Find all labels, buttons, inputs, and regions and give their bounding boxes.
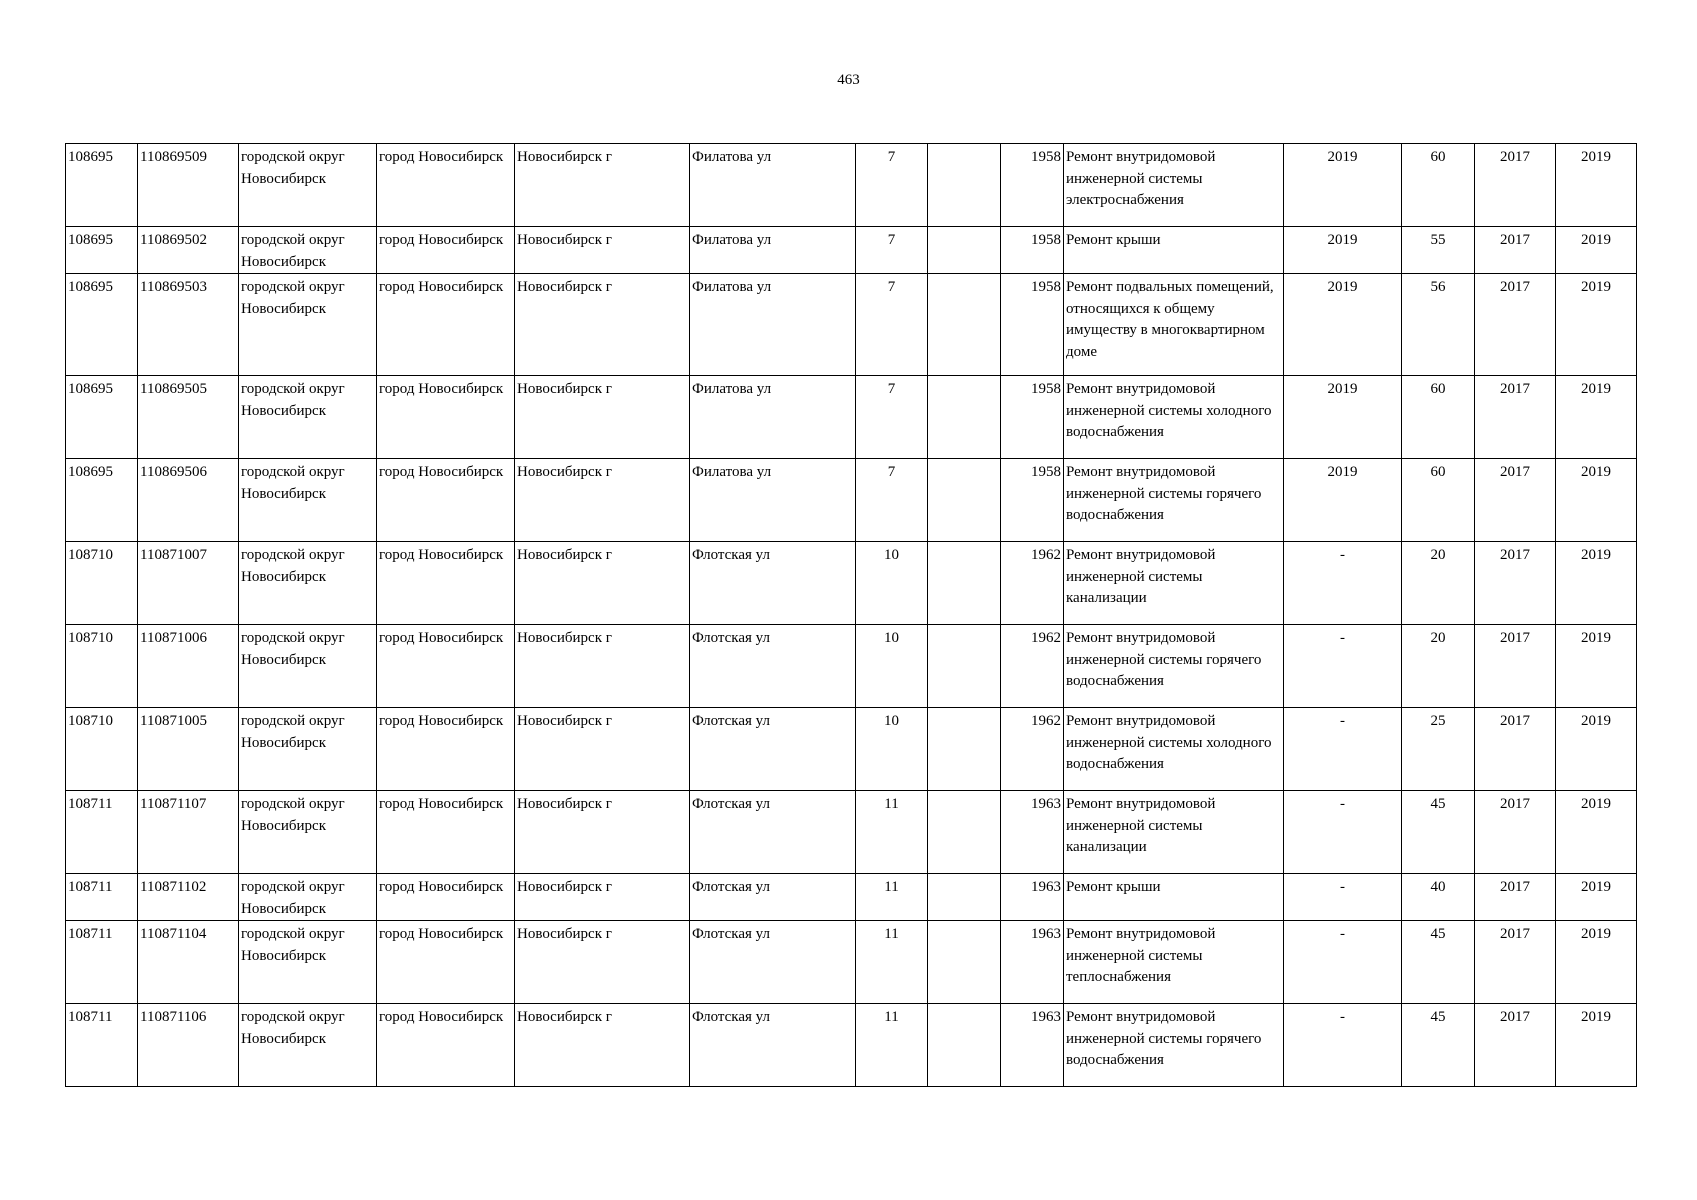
cell-building bbox=[928, 874, 1001, 921]
cell-settlement: город Новосибирск bbox=[377, 791, 515, 874]
table-row bbox=[66, 542, 1637, 625]
cell-settlement: город Новосибирск bbox=[377, 1004, 515, 1087]
table-row bbox=[66, 459, 1637, 542]
cell-last-repair: 2019 bbox=[1284, 144, 1402, 227]
cell-wear: 45 bbox=[1402, 1004, 1475, 1087]
cell-plan-to: 2019 bbox=[1556, 921, 1637, 1004]
cell-house: 11 bbox=[856, 1004, 928, 1087]
cell-building bbox=[928, 625, 1001, 708]
cell-house: 11 bbox=[856, 921, 928, 1004]
cell-plan-to: 2019 bbox=[1556, 144, 1637, 227]
table-row bbox=[66, 227, 1637, 274]
cell-last-repair: 2019 bbox=[1284, 274, 1402, 376]
cell-building bbox=[928, 542, 1001, 625]
cell-work-type: Ремонт внутридомовой инженерной системы канализации bbox=[1064, 542, 1284, 625]
cell-year-built: 1958 bbox=[1001, 227, 1064, 274]
cell-work-type: Ремонт внутридомовой инженерной системы электроснабжения bbox=[1064, 144, 1284, 227]
cell-plan-to: 2019 bbox=[1556, 791, 1637, 874]
cell-plan-from: 2017 bbox=[1475, 227, 1556, 274]
cell-plan-to: 2019 bbox=[1556, 625, 1637, 708]
cell-settlement: город Новосибирск bbox=[377, 274, 515, 376]
cell-district: городской округ Новосибирск bbox=[239, 376, 377, 459]
table-row bbox=[66, 874, 1637, 921]
cell-code: 110871007 bbox=[138, 542, 239, 625]
cell-wear: 45 bbox=[1402, 921, 1475, 1004]
cell-street: Флотская ул bbox=[690, 625, 856, 708]
table-row bbox=[66, 144, 1637, 227]
cell-plan-from: 2017 bbox=[1475, 921, 1556, 1004]
cell-district: городской округ Новосибирск bbox=[239, 625, 377, 708]
cell-plan-from: 2017 bbox=[1475, 1004, 1556, 1087]
cell-street: Филатова ул bbox=[690, 274, 856, 376]
cell-settlement: город Новосибирск bbox=[377, 459, 515, 542]
table-row bbox=[66, 921, 1637, 1004]
table-row bbox=[66, 625, 1637, 708]
cell-street: Флотская ул bbox=[690, 708, 856, 791]
cell-settlement: город Новосибирск bbox=[377, 542, 515, 625]
cell-code: 110869503 bbox=[138, 274, 239, 376]
cell-id: 108711 bbox=[66, 921, 138, 1004]
cell-year-built: 1962 bbox=[1001, 708, 1064, 791]
cell-building bbox=[928, 227, 1001, 274]
cell-last-repair: 2019 bbox=[1284, 227, 1402, 274]
repair-register-table bbox=[65, 143, 1637, 1087]
cell-plan-to: 2019 bbox=[1556, 874, 1637, 921]
cell-year-built: 1963 bbox=[1001, 921, 1064, 1004]
cell-work-type: Ремонт внутридомовой инженерной системы горячего водоснабжения bbox=[1064, 625, 1284, 708]
cell-house: 11 bbox=[856, 874, 928, 921]
cell-plan-to: 2019 bbox=[1556, 274, 1637, 376]
cell-work-type: Ремонт внутридомовой инженерной системы канализации bbox=[1064, 791, 1284, 874]
cell-code: 110871006 bbox=[138, 625, 239, 708]
cell-code: 110871106 bbox=[138, 1004, 239, 1087]
cell-code: 110869509 bbox=[138, 144, 239, 227]
cell-code: 110871107 bbox=[138, 791, 239, 874]
cell-plan-to: 2019 bbox=[1556, 1004, 1637, 1087]
cell-work-type: Ремонт внутридомовой инженерной системы горячего водоснабжения bbox=[1064, 459, 1284, 542]
cell-district: городской округ Новосибирск bbox=[239, 921, 377, 1004]
cell-plan-from: 2017 bbox=[1475, 791, 1556, 874]
cell-building bbox=[928, 921, 1001, 1004]
cell-house: 7 bbox=[856, 144, 928, 227]
cell-wear: 60 bbox=[1402, 376, 1475, 459]
cell-locality: Новосибирск г bbox=[515, 921, 690, 1004]
cell-building bbox=[928, 274, 1001, 376]
cell-year-built: 1958 bbox=[1001, 274, 1064, 376]
cell-last-repair: - bbox=[1284, 708, 1402, 791]
cell-street: Флотская ул bbox=[690, 874, 856, 921]
cell-work-type: Ремонт внутридомовой инженерной системы холодного водоснабжения bbox=[1064, 376, 1284, 459]
cell-wear: 55 bbox=[1402, 227, 1475, 274]
cell-settlement: город Новосибирск bbox=[377, 921, 515, 1004]
cell-district: городской округ Новосибирск bbox=[239, 144, 377, 227]
cell-locality: Новосибирск г bbox=[515, 542, 690, 625]
cell-locality: Новосибирск г bbox=[515, 144, 690, 227]
table-row bbox=[66, 791, 1637, 874]
cell-building bbox=[928, 1004, 1001, 1087]
cell-building bbox=[928, 459, 1001, 542]
cell-district: городской округ Новосибирск bbox=[239, 791, 377, 874]
cell-plan-to: 2019 bbox=[1556, 542, 1637, 625]
cell-street: Флотская ул bbox=[690, 1004, 856, 1087]
cell-wear: 25 bbox=[1402, 708, 1475, 791]
cell-plan-to: 2019 bbox=[1556, 459, 1637, 542]
table-row bbox=[66, 376, 1637, 459]
cell-building bbox=[928, 376, 1001, 459]
cell-district: городской округ Новосибирск bbox=[239, 708, 377, 791]
cell-wear: 60 bbox=[1402, 144, 1475, 227]
cell-year-built: 1958 bbox=[1001, 459, 1064, 542]
cell-plan-from: 2017 bbox=[1475, 274, 1556, 376]
cell-work-type: Ремонт внутридомовой инженерной системы горячего водоснабжения bbox=[1064, 1004, 1284, 1087]
cell-plan-from: 2017 bbox=[1475, 144, 1556, 227]
cell-plan-from: 2017 bbox=[1475, 874, 1556, 921]
cell-settlement: город Новосибирск bbox=[377, 144, 515, 227]
cell-plan-to: 2019 bbox=[1556, 708, 1637, 791]
cell-year-built: 1963 bbox=[1001, 1004, 1064, 1087]
cell-last-repair: - bbox=[1284, 874, 1402, 921]
cell-locality: Новосибирск г bbox=[515, 227, 690, 274]
cell-locality: Новосибирск г bbox=[515, 274, 690, 376]
cell-id: 108710 bbox=[66, 708, 138, 791]
cell-street: Флотская ул bbox=[690, 921, 856, 1004]
cell-code: 110869502 bbox=[138, 227, 239, 274]
table-body bbox=[66, 144, 1637, 1087]
cell-wear: 45 bbox=[1402, 791, 1475, 874]
cell-plan-from: 2017 bbox=[1475, 625, 1556, 708]
cell-house: 7 bbox=[856, 227, 928, 274]
cell-work-type: Ремонт крыши bbox=[1064, 227, 1284, 274]
cell-plan-from: 2017 bbox=[1475, 376, 1556, 459]
cell-locality: Новосибирск г bbox=[515, 1004, 690, 1087]
cell-district: городской округ Новосибирск bbox=[239, 1004, 377, 1087]
cell-district: городской округ Новосибирск bbox=[239, 542, 377, 625]
cell-year-built: 1963 bbox=[1001, 791, 1064, 874]
cell-work-type: Ремонт крыши bbox=[1064, 874, 1284, 921]
cell-id: 108695 bbox=[66, 376, 138, 459]
cell-plan-to: 2019 bbox=[1556, 227, 1637, 274]
cell-locality: Новосибирск г bbox=[515, 459, 690, 542]
cell-locality: Новосибирск г bbox=[515, 625, 690, 708]
cell-settlement: город Новосибирск bbox=[377, 625, 515, 708]
cell-last-repair: - bbox=[1284, 791, 1402, 874]
cell-locality: Новосибирск г bbox=[515, 708, 690, 791]
cell-street: Флотская ул bbox=[690, 791, 856, 874]
cell-house: 7 bbox=[856, 459, 928, 542]
cell-id: 108711 bbox=[66, 791, 138, 874]
cell-work-type: Ремонт подвальных помещений, относящихся к общему имуществу в многоквартирном доме bbox=[1064, 274, 1284, 376]
cell-plan-from: 2017 bbox=[1475, 708, 1556, 791]
cell-district: городской округ Новосибирск bbox=[239, 874, 377, 921]
cell-street: Филатова ул bbox=[690, 459, 856, 542]
table-row bbox=[66, 708, 1637, 791]
cell-settlement: город Новосибирск bbox=[377, 227, 515, 274]
cell-settlement: город Новосибирск bbox=[377, 376, 515, 459]
cell-code: 110869505 bbox=[138, 376, 239, 459]
cell-id: 108695 bbox=[66, 459, 138, 542]
page-number: 463 bbox=[837, 72, 860, 88]
cell-street: Флотская ул bbox=[690, 542, 856, 625]
table-row bbox=[66, 274, 1637, 376]
cell-street: Филатова ул bbox=[690, 227, 856, 274]
cell-last-repair: 2019 bbox=[1284, 376, 1402, 459]
cell-street: Филатова ул bbox=[690, 144, 856, 227]
cell-locality: Новосибирск г bbox=[515, 376, 690, 459]
cell-plan-to: 2019 bbox=[1556, 376, 1637, 459]
cell-code: 110871102 bbox=[138, 874, 239, 921]
cell-last-repair: - bbox=[1284, 625, 1402, 708]
cell-district: городской округ Новосибирск bbox=[239, 459, 377, 542]
cell-year-built: 1963 bbox=[1001, 874, 1064, 921]
cell-last-repair: - bbox=[1284, 921, 1402, 1004]
cell-building bbox=[928, 708, 1001, 791]
cell-wear: 20 bbox=[1402, 542, 1475, 625]
cell-district: городской округ Новосибирск bbox=[239, 274, 377, 376]
cell-id: 108710 bbox=[66, 542, 138, 625]
cell-building bbox=[928, 791, 1001, 874]
cell-plan-from: 2017 bbox=[1475, 542, 1556, 625]
cell-wear: 60 bbox=[1402, 459, 1475, 542]
cell-locality: Новосибирск г bbox=[515, 791, 690, 874]
cell-street: Филатова ул bbox=[690, 376, 856, 459]
cell-house: 10 bbox=[856, 542, 928, 625]
cell-house: 7 bbox=[856, 274, 928, 376]
cell-building bbox=[928, 144, 1001, 227]
cell-last-repair: - bbox=[1284, 1004, 1402, 1087]
cell-id: 108710 bbox=[66, 625, 138, 708]
table-row bbox=[66, 1004, 1637, 1087]
cell-year-built: 1958 bbox=[1001, 144, 1064, 227]
cell-wear: 20 bbox=[1402, 625, 1475, 708]
cell-year-built: 1962 bbox=[1001, 625, 1064, 708]
cell-code: 110871104 bbox=[138, 921, 239, 1004]
cell-code: 110871005 bbox=[138, 708, 239, 791]
cell-id: 108695 bbox=[66, 227, 138, 274]
cell-work-type: Ремонт внутридомовой инженерной системы теплоснабжения bbox=[1064, 921, 1284, 1004]
cell-last-repair: - bbox=[1284, 542, 1402, 625]
cell-wear: 56 bbox=[1402, 274, 1475, 376]
cell-work-type: Ремонт внутридомовой инженерной системы холодного водоснабжения bbox=[1064, 708, 1284, 791]
cell-id: 108711 bbox=[66, 1004, 138, 1087]
cell-last-repair: 2019 bbox=[1284, 459, 1402, 542]
cell-settlement: город Новосибирск bbox=[377, 874, 515, 921]
cell-id: 108695 bbox=[66, 144, 138, 227]
cell-house: 7 bbox=[856, 376, 928, 459]
cell-wear: 40 bbox=[1402, 874, 1475, 921]
cell-house: 11 bbox=[856, 791, 928, 874]
cell-house: 10 bbox=[856, 708, 928, 791]
cell-plan-from: 2017 bbox=[1475, 459, 1556, 542]
cell-code: 110869506 bbox=[138, 459, 239, 542]
cell-district: городской округ Новосибирск bbox=[239, 227, 377, 274]
cell-locality: Новосибирск г bbox=[515, 874, 690, 921]
cell-year-built: 1962 bbox=[1001, 542, 1064, 625]
cell-house: 10 bbox=[856, 625, 928, 708]
cell-id: 108695 bbox=[66, 274, 138, 376]
cell-id: 108711 bbox=[66, 874, 138, 921]
cell-year-built: 1958 bbox=[1001, 376, 1064, 459]
cell-settlement: город Новосибирск bbox=[377, 708, 515, 791]
